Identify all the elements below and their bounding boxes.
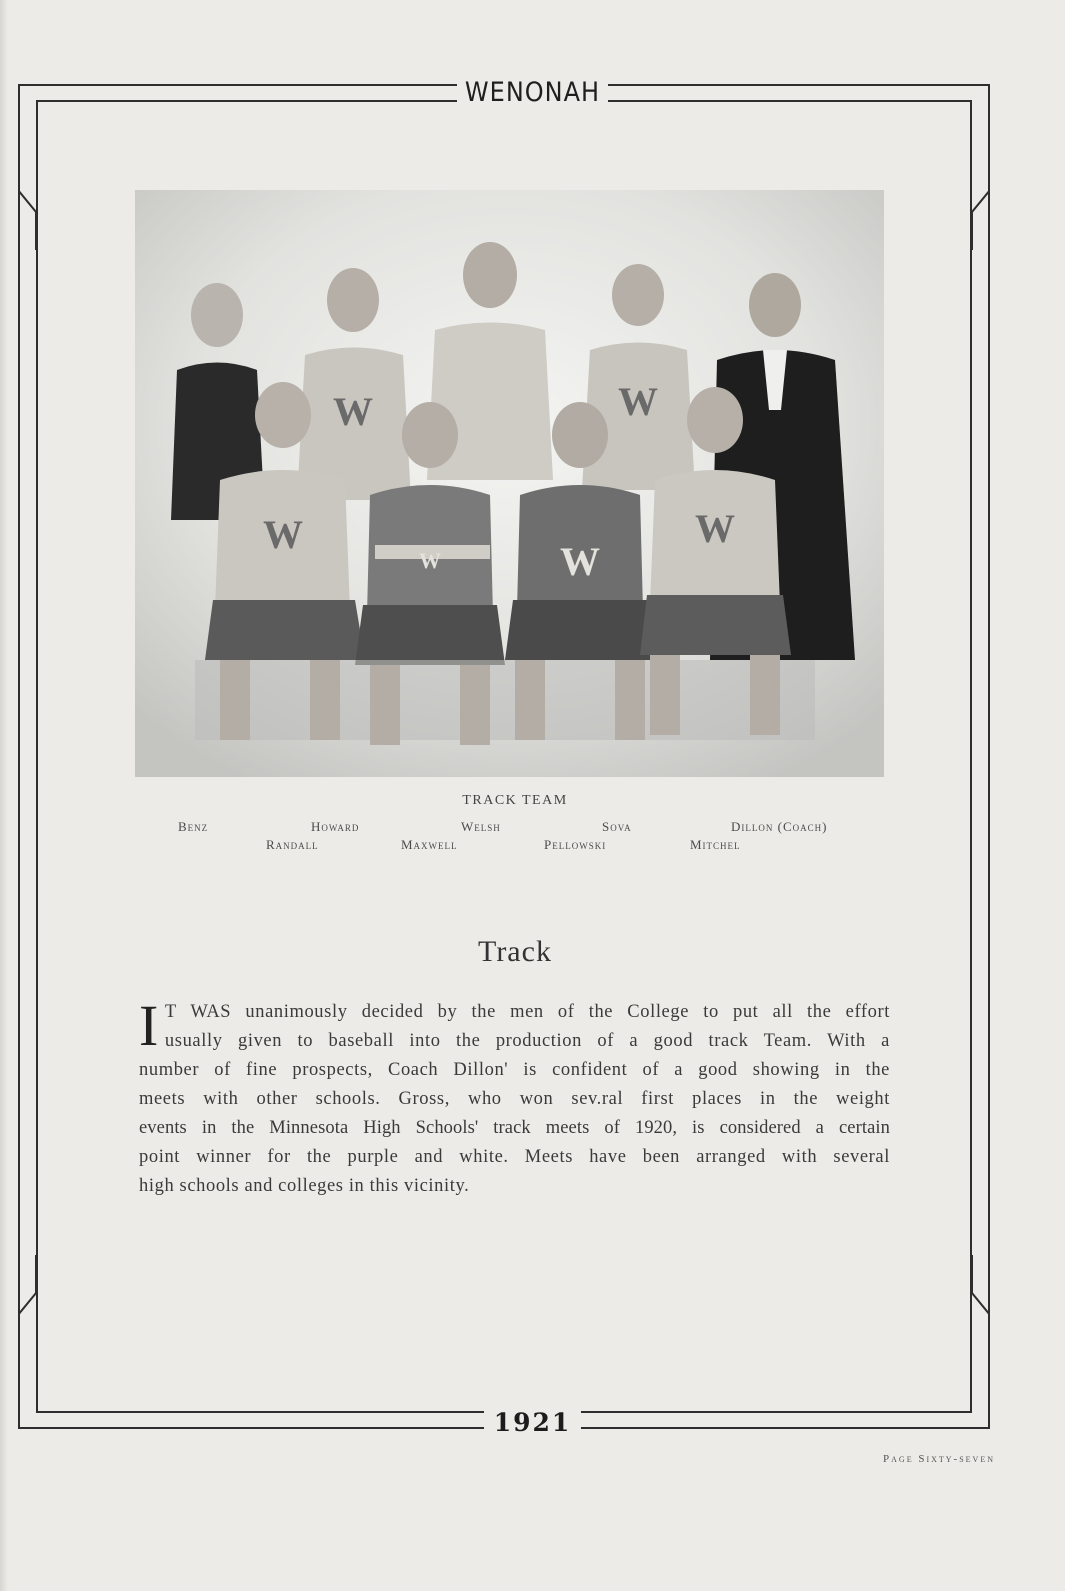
jersey-letter: W (263, 512, 303, 557)
caption-name: Pellowski (544, 837, 607, 852)
border-ornament-bottom-left (18, 1255, 36, 1315)
article-line: number of fine prospects, Coach Dillon' is confident of a good showing in the (139, 1060, 890, 1080)
border-ornament-top-left (18, 190, 36, 250)
article-line: T WAS unanimously decided by the men of the College to put all the effort (164, 1002, 890, 1022)
caption-name: Welsh (461, 819, 501, 834)
yearbook-title: WENONAH (457, 77, 608, 108)
jersey-letter: W (419, 548, 441, 573)
jersey-letter: W (560, 539, 600, 584)
article-line: high schools and colleges in this vicinity. (139, 1176, 470, 1196)
article-line: usually given to baseball into the production of a good track Team. With a (164, 1031, 890, 1051)
jersey-letter: W (695, 506, 735, 551)
border-ornament-bottom-right (972, 1255, 990, 1315)
team-photo-illustration (135, 190, 884, 777)
article-line: meets with other schools. Gross, who won sev.ral first places in the weight (139, 1089, 890, 1109)
caption-name: Dillon (Coach) (731, 819, 828, 834)
jersey-letter: W (333, 389, 373, 434)
article-body (139, 993, 890, 1201)
track-team-photo (135, 190, 884, 777)
caption-name: Benz (178, 819, 209, 834)
footer (0, 1408, 1065, 1437)
article-line: events in the Minnesota High Schools' track meets of 1920, is considered a certain (139, 1118, 890, 1138)
photo-caption-title: TRACK TEAM (462, 793, 568, 808)
border-ornament-top-right (972, 190, 990, 250)
page-number: Page Sixty-seven (883, 1453, 995, 1465)
caption-name: Howard (311, 819, 360, 834)
article-line: point winner for the purple and white. Meets have been arranged with several (139, 1147, 890, 1167)
article-heading: Track (478, 935, 552, 968)
drop-cap: I (139, 993, 159, 1058)
caption-name: Mitchel (690, 837, 741, 852)
caption-name: Maxwell (401, 837, 458, 852)
jersey-letter: W (618, 379, 658, 424)
yearbook-year: 1921 (484, 1408, 582, 1437)
caption-name: Randall (266, 837, 319, 852)
caption-name: Sova (602, 819, 632, 834)
